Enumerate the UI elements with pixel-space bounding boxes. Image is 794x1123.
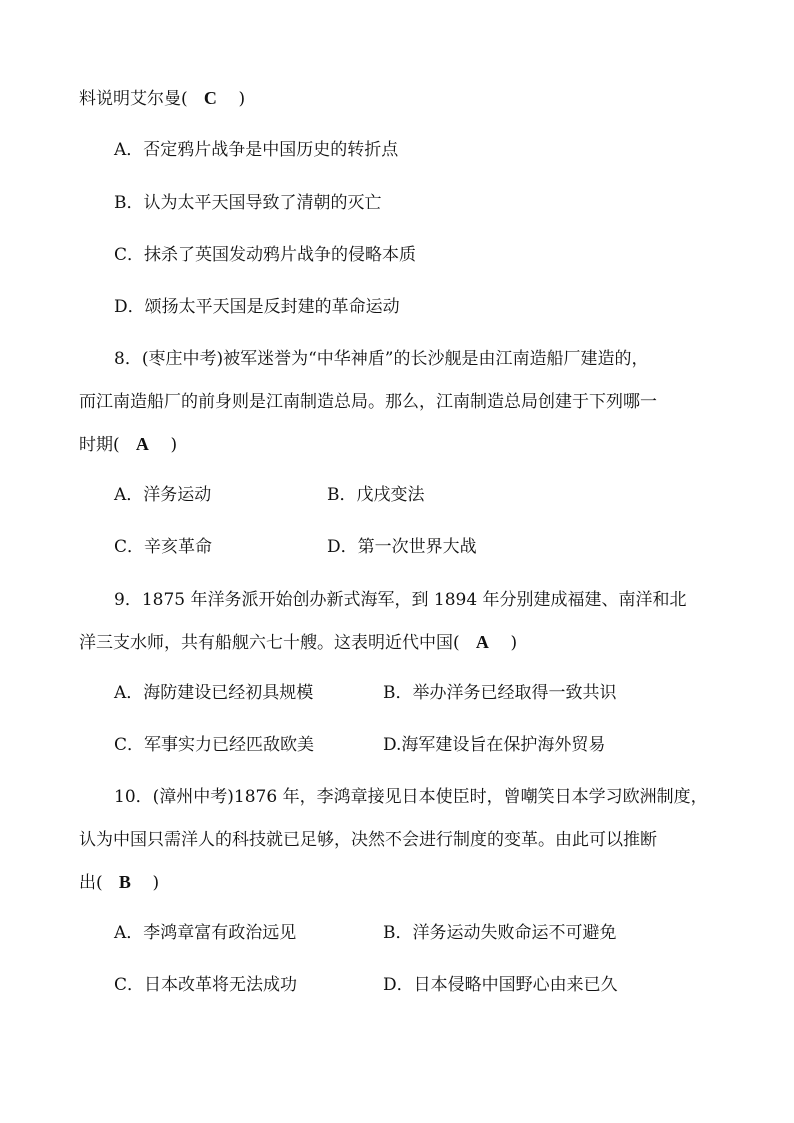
q7-option-a: A．否定鸦片战争是中国历史的转折点 [114,140,399,160]
q10-option-a: A．李鸿章富有政治远见 [114,923,297,943]
q9-close-paren: ) [510,633,518,653]
q7-option-d: D．颂扬太平天国是反封建的革命运动 [114,297,400,317]
q10-option-c: C．日本改革将无法成功 [114,975,298,995]
q9-stem-line1: 9．1875 年洋务派开始创办新式海军，到 1894 年分别建成福建、南洋和北 [114,590,687,610]
q8-stem-text: 时期( [79,435,120,455]
q7-option-b: B．认为太平天国导致了清朝的灭亡 [114,193,382,213]
q7-answer: C [203,88,217,108]
q9-stem-text: 洋三支水师，共有船舰六七十艘。这表明近代中国( [79,633,460,653]
q8-close-paren: ) [170,435,178,455]
q10-stem-line2: 认为中国只需洋人的科技就已足够，决然不会进行制度的变革。由此可以推断 [79,830,657,850]
q9-option-c: C．军事实力已经匹敌欧美 [114,735,315,755]
q9-option-b: B．举办洋务已经取得一致共识 [383,683,617,703]
q7-close-paren: ) [238,89,246,109]
q10-option-b: B．洋务运动失败命运不可避免 [383,923,617,943]
q10-answer: B [118,872,131,892]
q7-option-c: C．抹杀了英国发动鸦片战争的侵略本质 [114,245,417,265]
q8-stem-line3 [79,434,177,455]
q8-answer: A [135,434,149,454]
q8-option-c: C．辛亥革命 [114,537,213,557]
q9-answer: A [475,632,489,652]
q9-option-a: A．海防建设已经初具规模 [114,683,314,703]
q10-stem-line3 [79,872,159,893]
q7-continuation [79,88,245,109]
q10-stem-text: 出( [79,873,103,893]
q9-option-d: D.海军建设旨在保护海外贸易 [383,735,606,755]
q10-close-paren: ) [152,873,160,893]
q7-stem-text: 料说明艾尔曼( [79,89,188,109]
q10-stem-line1: 10．(漳州中考)1876 年，李鸿章接见日本使臣时，曾嘲笑日本学习欧洲制度， [114,787,708,807]
q8-stem-line1: 8．(枣庄中考)被军迷誉为“中华神盾”的长沙舰是由江南造船厂建造的， [114,349,649,369]
q8-stem-line2: 而江南造船厂的前身则是江南制造总局。那么，江南制造总局创建于下列哪一 [79,392,657,412]
q10-option-d: D．日本侵略中国野心由来已久 [383,975,618,995]
q8-option-b: B．戊戌变法 [327,485,425,505]
q8-option-a: A．洋务运动 [114,485,212,505]
q9-stem-line2 [79,632,517,653]
q8-option-d: D．第一次世界大战 [327,537,477,557]
